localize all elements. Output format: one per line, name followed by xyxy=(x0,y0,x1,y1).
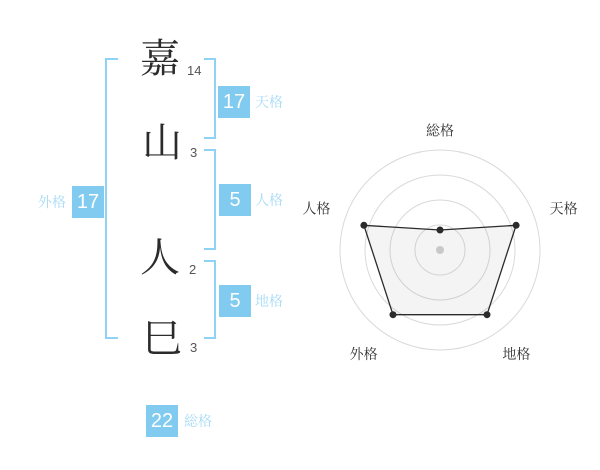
name-char-2: 山 xyxy=(142,121,182,165)
radar-axis-label-地格: 地格 xyxy=(502,345,531,362)
radar-axis-label-総格: 総格 xyxy=(426,122,454,139)
jinkaku-label: 人格 xyxy=(255,192,283,208)
name-char-4: 巳 xyxy=(142,317,182,361)
jinkaku-badge: 5 xyxy=(219,184,251,216)
soukaku-label: 総格 xyxy=(184,413,212,429)
tenkaku-label: 天格 xyxy=(255,94,283,110)
radar-data-point-総格 xyxy=(437,227,444,234)
radar-axis-label-天格: 天格 xyxy=(549,200,578,217)
radar-axis-label-外格: 外格 xyxy=(349,345,378,362)
stroke-count-3: 2 xyxy=(189,262,197,277)
name-char-1: 嘉 xyxy=(140,37,180,81)
gaikaku-badge: 17 xyxy=(72,186,104,218)
stroke-count-4: 3 xyxy=(190,340,198,355)
tenkaku-badge: 17 xyxy=(218,86,250,118)
chikaku-label: 地格 xyxy=(255,293,283,309)
radar-data-polygon xyxy=(364,225,516,314)
stroke-count-2: 3 xyxy=(190,145,198,160)
radar-axis-label-人格: 人格 xyxy=(302,200,331,217)
gaikaku-label: 外格 xyxy=(38,194,66,210)
gaikaku-bracket xyxy=(105,58,118,339)
radar-data-point-人格 xyxy=(360,222,367,229)
jinkaku-bracket xyxy=(204,149,216,250)
stroke-count-1: 14 xyxy=(187,63,202,78)
chikaku-badge: 5 xyxy=(219,285,251,317)
tenkaku-bracket xyxy=(204,58,216,139)
radar-data-point-天格 xyxy=(513,222,520,229)
chikaku-bracket xyxy=(204,260,216,339)
radar-chart xyxy=(290,100,590,400)
radar-center-dot xyxy=(436,246,444,254)
name-char-3: 人 xyxy=(140,236,180,280)
radar-data-point-地格 xyxy=(484,311,491,318)
radar-data-point-外格 xyxy=(390,311,397,318)
soukaku-badge: 22 xyxy=(146,405,178,437)
